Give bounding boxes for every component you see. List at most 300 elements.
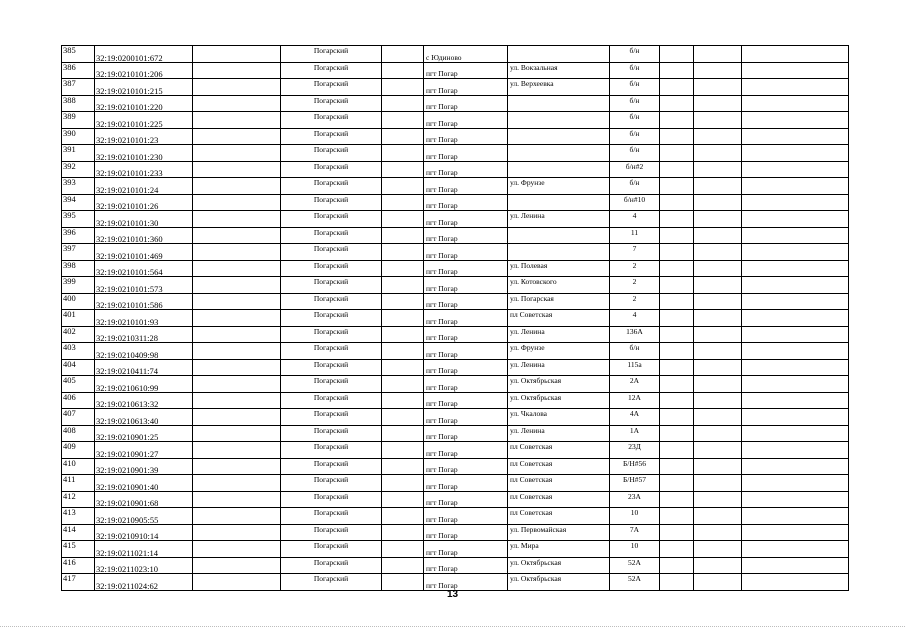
street-cell: ул. Верхеевка	[508, 79, 610, 96]
cell-empty	[193, 293, 281, 310]
street-cell: ул. Фрунзе	[508, 178, 610, 195]
cell-empty	[193, 46, 281, 63]
cell-empty	[193, 310, 281, 327]
cell-empty	[742, 557, 849, 574]
cell-empty	[660, 359, 694, 376]
cell-empty	[742, 541, 849, 558]
cadastral-number: 32:19:0210101:93	[95, 310, 193, 327]
district-cell: Погарский	[281, 442, 382, 459]
cell-empty	[382, 442, 424, 459]
table-row	[62, 475, 849, 492]
cell-empty	[660, 194, 694, 211]
house-number-cell: 2	[610, 277, 660, 294]
cell-empty	[382, 293, 424, 310]
district-cell: Погарский	[281, 95, 382, 112]
table-row	[62, 574, 849, 591]
cadastral-number: 32:19:0210901:39	[95, 458, 193, 475]
cell-empty	[382, 310, 424, 327]
cell-empty	[193, 79, 281, 96]
district-cell: Погарский	[281, 557, 382, 574]
street-cell: ул. Ленина	[508, 359, 610, 376]
district-cell: Погарский	[281, 409, 382, 426]
locality-cell: пгт Погар	[424, 79, 508, 96]
cell-empty	[694, 277, 742, 294]
locality-cell: пгт Погар	[424, 458, 508, 475]
cadastral-number: 32:19:0210101:206	[95, 62, 193, 79]
table-row	[62, 178, 849, 195]
locality-cell: пгт Погар	[424, 359, 508, 376]
house-number-cell: б/н	[610, 46, 660, 63]
locality-cell: пгт Погар	[424, 194, 508, 211]
cell-empty	[382, 343, 424, 360]
cell-empty	[660, 524, 694, 541]
cell-empty	[193, 425, 281, 442]
locality-cell: пгт Погар	[424, 475, 508, 492]
cell-empty	[660, 475, 694, 492]
locality-cell: пгт Погар	[424, 574, 508, 591]
cell-empty	[193, 359, 281, 376]
table-row	[62, 161, 849, 178]
locality-cell: пгт Погар	[424, 244, 508, 261]
cell-empty	[694, 442, 742, 459]
row-number: 410	[62, 458, 95, 475]
street-cell: пл Советская	[508, 458, 610, 475]
house-number-cell: Б/Н#56	[610, 458, 660, 475]
cadastral-number: 32:19:0210905:55	[95, 508, 193, 525]
locality-cell: пгт Погар	[424, 112, 508, 129]
cell-empty	[694, 95, 742, 112]
house-number-cell: 12А	[610, 392, 660, 409]
cell-empty	[382, 376, 424, 393]
cell-empty	[660, 392, 694, 409]
street-cell: ул. Октябрьская	[508, 376, 610, 393]
cell-empty	[660, 79, 694, 96]
street-cell: ул. Мира	[508, 541, 610, 558]
row-number: 400	[62, 293, 95, 310]
cadastral-number: 32:19:0210101:230	[95, 145, 193, 162]
locality-cell: пгт Погар	[424, 376, 508, 393]
cadastral-number: 32:19:0210101:215	[95, 79, 193, 96]
row-number: 394	[62, 194, 95, 211]
table-row	[62, 194, 849, 211]
cell-empty	[742, 260, 849, 277]
cell-empty	[193, 260, 281, 277]
cell-empty	[382, 194, 424, 211]
street-cell: ул. Чкалова	[508, 409, 610, 426]
scan-edge-noise	[0, 626, 905, 627]
table-row	[62, 425, 849, 442]
district-cell: Погарский	[281, 62, 382, 79]
cadastral-number: 32:19:0210101:23	[95, 128, 193, 145]
cell-empty	[742, 392, 849, 409]
cell-empty	[660, 343, 694, 360]
row-number: 393	[62, 178, 95, 195]
cadastral-number: 32:19:0210101:469	[95, 244, 193, 261]
house-number-cell: 52А	[610, 574, 660, 591]
table-row	[62, 79, 849, 96]
district-cell: Погарский	[281, 128, 382, 145]
cell-empty	[694, 359, 742, 376]
cell-empty	[742, 310, 849, 327]
house-number-cell: 7А	[610, 524, 660, 541]
cell-empty	[694, 293, 742, 310]
cell-empty	[193, 145, 281, 162]
street-cell	[508, 194, 610, 211]
street-cell	[508, 244, 610, 261]
table-row	[62, 260, 849, 277]
cell-empty	[382, 178, 424, 195]
district-cell: Погарский	[281, 491, 382, 508]
cell-empty	[694, 145, 742, 162]
cell-empty	[382, 425, 424, 442]
cell-empty	[742, 409, 849, 426]
locality-cell: пгт Погар	[424, 425, 508, 442]
cell-empty	[193, 491, 281, 508]
cell-empty	[193, 574, 281, 591]
house-number-cell: 23Д	[610, 442, 660, 459]
cell-empty	[382, 260, 424, 277]
locality-cell: пгт Погар	[424, 211, 508, 228]
locality-cell: пгт Погар	[424, 326, 508, 343]
cell-empty	[742, 574, 849, 591]
table-row	[62, 112, 849, 129]
table-row	[62, 128, 849, 145]
cadastral-number: 32:19:0211021:14	[95, 541, 193, 558]
cell-empty	[193, 409, 281, 426]
cell-empty	[382, 277, 424, 294]
locality-cell: пгт Погар	[424, 392, 508, 409]
district-cell: Погарский	[281, 310, 382, 327]
cadastral-number: 32:19:0210901:40	[95, 475, 193, 492]
table-row	[62, 310, 849, 327]
locality-cell: пгт Погар	[424, 128, 508, 145]
street-cell	[508, 161, 610, 178]
cadastral-number: 32:19:0210411:74	[95, 359, 193, 376]
district-cell: Погарский	[281, 326, 382, 343]
cell-empty	[193, 541, 281, 558]
cell-empty	[660, 409, 694, 426]
cell-empty	[742, 458, 849, 475]
cell-empty	[742, 211, 849, 228]
cell-empty	[193, 112, 281, 129]
table-row	[62, 359, 849, 376]
cadastral-number: 32:19:0210311:28	[95, 326, 193, 343]
district-cell: Погарский	[281, 227, 382, 244]
cell-empty	[694, 112, 742, 129]
district-cell: Погарский	[281, 392, 382, 409]
cell-empty	[193, 392, 281, 409]
cell-empty	[382, 574, 424, 591]
cadastral-number: 32:19:0210101:586	[95, 293, 193, 310]
cadastral-number: 32:19:0210901:25	[95, 425, 193, 442]
table-row	[62, 524, 849, 541]
row-number: 403	[62, 343, 95, 360]
cell-empty	[660, 425, 694, 442]
locality-cell: пгт Погар	[424, 409, 508, 426]
locality-cell: пгт Погар	[424, 178, 508, 195]
house-number-cell: 1А	[610, 425, 660, 442]
locality-cell: пгт Погар	[424, 227, 508, 244]
locality-cell: пгт Погар	[424, 277, 508, 294]
cell-empty	[742, 442, 849, 459]
house-number-cell: 2	[610, 293, 660, 310]
locality-cell: пгт Погар	[424, 442, 508, 459]
cell-empty	[742, 145, 849, 162]
row-number: 399	[62, 277, 95, 294]
cell-empty	[694, 227, 742, 244]
table-row	[62, 326, 849, 343]
row-number: 408	[62, 425, 95, 442]
cell-empty	[742, 359, 849, 376]
district-cell: Погарский	[281, 211, 382, 228]
cell-empty	[742, 343, 849, 360]
street-cell: ул. Полевая	[508, 260, 610, 277]
house-number-cell: 136А	[610, 326, 660, 343]
cell-empty	[660, 178, 694, 195]
street-cell: ул. Фрунзе	[508, 343, 610, 360]
row-number: 404	[62, 359, 95, 376]
cell-empty	[660, 161, 694, 178]
house-number-cell: 52А	[610, 557, 660, 574]
house-number-cell: б/н	[610, 343, 660, 360]
cell-empty	[742, 161, 849, 178]
cell-empty	[742, 508, 849, 525]
cadastral-number: 32:19:0210409:98	[95, 343, 193, 360]
district-cell: Погарский	[281, 277, 382, 294]
table-row	[62, 62, 849, 79]
cell-empty	[382, 244, 424, 261]
cell-empty	[694, 574, 742, 591]
cell-empty	[742, 62, 849, 79]
cell-empty	[382, 227, 424, 244]
cell-empty	[193, 211, 281, 228]
cadastral-number: 32:19:0210101:233	[95, 161, 193, 178]
cell-empty	[694, 541, 742, 558]
street-cell: пл Советская	[508, 475, 610, 492]
district-cell: Погарский	[281, 260, 382, 277]
cell-empty	[382, 161, 424, 178]
house-number-cell: Б/Н#57	[610, 475, 660, 492]
house-number-cell: б/н	[610, 128, 660, 145]
row-number: 388	[62, 95, 95, 112]
cell-empty	[694, 194, 742, 211]
cell-empty	[660, 128, 694, 145]
cell-empty	[742, 293, 849, 310]
district-cell: Погарский	[281, 425, 382, 442]
district-cell: Погарский	[281, 524, 382, 541]
cell-empty	[694, 343, 742, 360]
cell-empty	[742, 326, 849, 343]
cell-empty	[382, 79, 424, 96]
table-row	[62, 277, 849, 294]
cell-empty	[382, 475, 424, 492]
row-number: 389	[62, 112, 95, 129]
locality-cell: с Юдиново	[424, 46, 508, 63]
cell-empty	[742, 376, 849, 393]
cell-empty	[193, 62, 281, 79]
table-row	[62, 541, 849, 558]
table-row	[62, 244, 849, 261]
cell-empty	[382, 491, 424, 508]
house-number-cell: б/н	[610, 112, 660, 129]
cell-empty	[660, 227, 694, 244]
cell-empty	[193, 557, 281, 574]
house-number-cell: 11	[610, 227, 660, 244]
row-number: 395	[62, 211, 95, 228]
house-number-cell: 4	[610, 310, 660, 327]
cadastral-number: 32:19:0210101:30	[95, 211, 193, 228]
street-cell: пл Советская	[508, 508, 610, 525]
street-cell: ул. Октябрьская	[508, 392, 610, 409]
cell-empty	[193, 508, 281, 525]
cell-empty	[694, 475, 742, 492]
cell-empty	[193, 161, 281, 178]
cadastral-number: 32:19:0200101:672	[95, 46, 193, 63]
cell-empty	[660, 46, 694, 63]
table-row	[62, 343, 849, 360]
row-number: 398	[62, 260, 95, 277]
table-row	[62, 409, 849, 426]
district-cell: Погарский	[281, 508, 382, 525]
house-number-cell: 23А	[610, 491, 660, 508]
table-row	[62, 95, 849, 112]
cell-empty	[660, 260, 694, 277]
cell-empty	[694, 425, 742, 442]
cadastral-number: 32:19:0210101:573	[95, 277, 193, 294]
row-number: 413	[62, 508, 95, 525]
cadastral-number: 32:19:0210613:32	[95, 392, 193, 409]
locality-cell: пгт Погар	[424, 95, 508, 112]
row-number: 402	[62, 326, 95, 343]
cell-empty	[382, 409, 424, 426]
district-cell: Погарский	[281, 244, 382, 261]
district-cell: Погарский	[281, 359, 382, 376]
locality-cell: пгт Погар	[424, 557, 508, 574]
row-number: 412	[62, 491, 95, 508]
cell-empty	[742, 178, 849, 195]
cell-empty	[694, 557, 742, 574]
cell-empty	[193, 458, 281, 475]
house-number-cell: 7	[610, 244, 660, 261]
house-number-cell: б/н	[610, 95, 660, 112]
row-number: 414	[62, 524, 95, 541]
cell-empty	[193, 244, 281, 261]
cell-empty	[694, 211, 742, 228]
cell-empty	[382, 524, 424, 541]
house-number-cell: 2А	[610, 376, 660, 393]
row-number: 387	[62, 79, 95, 96]
street-cell	[508, 46, 610, 63]
cell-empty	[660, 112, 694, 129]
cell-empty	[694, 409, 742, 426]
row-number: 401	[62, 310, 95, 327]
table-row	[62, 491, 849, 508]
table-row	[62, 227, 849, 244]
cadastral-number: 32:19:0210101:564	[95, 260, 193, 277]
cell-empty	[660, 442, 694, 459]
cell-empty	[193, 524, 281, 541]
register-table	[61, 45, 849, 591]
cadastral-number: 32:19:0210901:27	[95, 442, 193, 459]
cell-empty	[382, 359, 424, 376]
row-number: 390	[62, 128, 95, 145]
table-row	[62, 376, 849, 393]
cell-empty	[694, 244, 742, 261]
cell-empty	[694, 392, 742, 409]
locality-cell: пгт Погар	[424, 161, 508, 178]
street-cell: ул. Ленина	[508, 211, 610, 228]
cadastral-number: 32:19:0210613:40	[95, 409, 193, 426]
cell-empty	[193, 343, 281, 360]
house-number-cell: б/н#10	[610, 194, 660, 211]
cell-empty	[382, 95, 424, 112]
cell-empty	[694, 178, 742, 195]
cell-empty	[694, 491, 742, 508]
cell-empty	[193, 326, 281, 343]
row-number: 407	[62, 409, 95, 426]
cell-empty	[742, 475, 849, 492]
cell-empty	[742, 95, 849, 112]
table-row	[62, 458, 849, 475]
cell-empty	[660, 376, 694, 393]
cell-empty	[193, 277, 281, 294]
house-number-cell: 10	[610, 541, 660, 558]
district-cell: Погарский	[281, 79, 382, 96]
district-cell: Погарский	[281, 293, 382, 310]
cell-empty	[382, 62, 424, 79]
table-row	[62, 293, 849, 310]
street-cell: пл Советская	[508, 442, 610, 459]
street-cell: ул. Октябрьская	[508, 557, 610, 574]
district-cell: Погарский	[281, 161, 382, 178]
district-cell: Погарский	[281, 46, 382, 63]
cell-empty	[193, 95, 281, 112]
row-number: 391	[62, 145, 95, 162]
house-number-cell: б/н	[610, 79, 660, 96]
locality-cell: пгт Погар	[424, 260, 508, 277]
cell-empty	[694, 79, 742, 96]
cell-empty	[382, 458, 424, 475]
street-cell: ул. Первомайская	[508, 524, 610, 541]
cell-empty	[742, 277, 849, 294]
table-row	[62, 145, 849, 162]
cell-empty	[742, 112, 849, 129]
cadastral-number: 32:19:0210610:99	[95, 376, 193, 393]
cadastral-number: 32:19:0211023:10	[95, 557, 193, 574]
cadastral-number: 32:19:0210101:24	[95, 178, 193, 195]
street-cell: ул. Октябрьская	[508, 574, 610, 591]
row-number: 417	[62, 574, 95, 591]
row-number: 409	[62, 442, 95, 459]
house-number-cell: 2	[610, 260, 660, 277]
cell-empty	[694, 46, 742, 63]
cadastral-number: 32:19:0211024:62	[95, 574, 193, 591]
street-cell	[508, 95, 610, 112]
cell-empty	[193, 194, 281, 211]
cell-empty	[660, 508, 694, 525]
house-number-cell: б/н	[610, 178, 660, 195]
cell-empty	[742, 524, 849, 541]
street-cell	[508, 112, 610, 129]
district-cell: Погарский	[281, 541, 382, 558]
locality-cell: пгт Погар	[424, 491, 508, 508]
street-cell	[508, 227, 610, 244]
street-cell: ул. Погарская	[508, 293, 610, 310]
register-body	[62, 46, 849, 591]
row-number: 396	[62, 227, 95, 244]
cell-empty	[382, 211, 424, 228]
cell-empty	[742, 425, 849, 442]
